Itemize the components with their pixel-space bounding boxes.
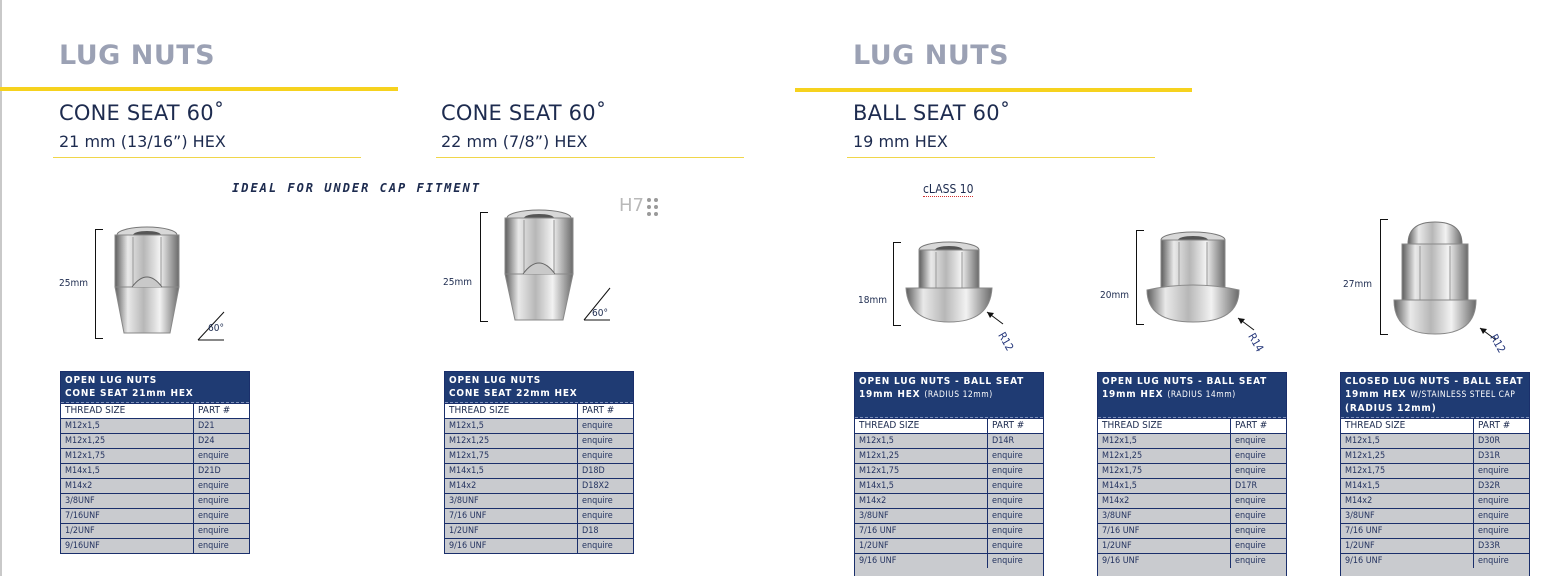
col-thread-size: THREAD SIZE xyxy=(61,404,194,418)
part-number-cell: enquire xyxy=(582,541,613,551)
table-heading-line1: OPEN LUG NUTS xyxy=(65,375,158,386)
table-row xyxy=(1341,463,1529,478)
part-number-cell: enquire xyxy=(992,496,1023,506)
table-row xyxy=(61,523,249,538)
part-number-cell: D24 xyxy=(198,436,215,446)
thread-size-cell: M12x1,5 xyxy=(445,419,578,433)
table-heading xyxy=(855,373,1043,418)
angle-label-2: 60° xyxy=(592,308,608,319)
table-row xyxy=(855,553,1043,568)
thread-size-cell: 7/16 UNF xyxy=(1098,524,1231,538)
thread-size-cell: M12x1,25 xyxy=(855,449,988,463)
table-body xyxy=(855,433,1043,568)
part-number-cell: D21D xyxy=(198,466,221,476)
thread-size-cell: M12x1,5 xyxy=(61,419,194,433)
table-row xyxy=(61,478,249,493)
heading-marker-h7[interactable]: H7 xyxy=(619,195,644,216)
spec-table-closed-ball xyxy=(1340,372,1530,576)
thread-size-cell: M14x2 xyxy=(61,479,194,493)
grip-dots-icon[interactable] xyxy=(647,198,658,216)
angle-label-1: 60° xyxy=(208,323,224,334)
thread-size-cell: M12x1,75 xyxy=(855,464,988,478)
table-row xyxy=(855,478,1043,493)
part-number-cell: enquire xyxy=(1478,511,1509,521)
ball-nut-r14-image xyxy=(1143,230,1243,326)
part-number-cell: enquire xyxy=(1235,541,1266,551)
thread-size-cell: 9/16 UNF xyxy=(855,554,988,568)
table-row xyxy=(445,538,633,553)
thread-size-cell: M14x1,5 xyxy=(61,464,194,478)
thread-size-cell: M12x1,75 xyxy=(61,449,194,463)
table-heading-line1: OPEN LUG NUTS - BALL SEAT xyxy=(859,376,1025,387)
yellow-rule-left xyxy=(0,87,398,91)
table-heading-line1: OPEN LUG NUTS - BALL SEAT xyxy=(1102,376,1268,387)
thread-size-cell: 7/16 UNF xyxy=(855,524,988,538)
col-part-number: PART # xyxy=(582,405,615,416)
product-title-cone-22: CONE SEAT 60˚ xyxy=(441,101,607,125)
table-header-row xyxy=(445,403,633,418)
table-heading xyxy=(1341,373,1529,418)
spec-table-ball-r14 xyxy=(1097,372,1287,576)
part-number-cell: D18 xyxy=(582,526,599,536)
thread-size-cell: 1/2UNF xyxy=(1341,539,1474,553)
thread-size-cell: M12x1,75 xyxy=(1341,464,1474,478)
cone-nut-22-image xyxy=(495,208,583,324)
thread-size-cell: M12x1,5 xyxy=(855,434,988,448)
table-row xyxy=(855,508,1043,523)
thread-size-cell: 7/16 UNF xyxy=(1341,524,1474,538)
height-label-5: 27mm xyxy=(1343,279,1372,290)
part-number-cell: D14R xyxy=(992,436,1015,446)
table-heading-line2: CONE SEAT 22mm HEX xyxy=(449,388,578,399)
table-heading-note: W/STAINLESS STEEL CAP xyxy=(1410,390,1516,400)
part-number-cell: enquire xyxy=(582,496,613,506)
yellow-underline-1 xyxy=(53,157,361,158)
col-part-number: PART # xyxy=(992,420,1025,431)
thread-size-cell: 1/2UNF xyxy=(855,539,988,553)
table-row xyxy=(445,448,633,463)
product-title-ball-seat: BALL SEAT 60˚ xyxy=(853,101,1011,125)
thread-size-cell: 1/2UNF xyxy=(445,524,578,538)
table-row xyxy=(1098,448,1286,463)
part-number-cell: enquire xyxy=(1478,466,1509,476)
spec-table-ball-r12 xyxy=(854,372,1044,576)
col-thread-size: THREAD SIZE xyxy=(1341,419,1474,433)
table-heading-line2: CONE SEAT 21mm HEX xyxy=(65,388,194,399)
thread-size-cell: 3/8UNF xyxy=(61,494,194,508)
thread-size-cell: M14x2 xyxy=(1341,494,1474,508)
part-number-cell: D21 xyxy=(198,421,215,431)
table-row xyxy=(1341,493,1529,508)
part-number-cell: enquire xyxy=(1235,451,1266,461)
table-row xyxy=(1098,523,1286,538)
part-number-cell: enquire xyxy=(992,511,1023,521)
table-row xyxy=(1341,538,1529,553)
table-row xyxy=(1098,538,1286,553)
tagline-under-cap: IDEAL FOR UNDER CAP FITMENT xyxy=(232,181,482,195)
height-bracket-3 xyxy=(893,242,901,326)
table-heading-line1: OPEN LUG NUTS xyxy=(449,375,542,386)
part-number-cell: enquire xyxy=(992,526,1023,536)
table-header-row xyxy=(855,418,1043,433)
section-title-left: LUG NUTS xyxy=(59,40,216,71)
thread-size-cell: 7/16UNF xyxy=(61,509,194,523)
height-bracket-5 xyxy=(1380,219,1388,335)
part-number-cell: D30R xyxy=(1478,436,1501,446)
table-body xyxy=(445,418,633,553)
table-row xyxy=(1341,508,1529,523)
table-row xyxy=(1341,478,1529,493)
part-number-cell: enquire xyxy=(582,436,613,446)
table-body xyxy=(1341,433,1529,568)
table-row xyxy=(445,493,633,508)
table-row xyxy=(61,538,249,553)
col-part-number: PART # xyxy=(1478,420,1511,431)
table-heading-note: (RADIUS 12mm) xyxy=(924,390,993,400)
table-row xyxy=(1341,523,1529,538)
product-hex-ball-seat: 19 mm HEX xyxy=(853,132,948,151)
table-heading-line2: 19mm HEX xyxy=(1102,389,1164,400)
table-row xyxy=(445,523,633,538)
thread-size-cell: 7/16 UNF xyxy=(445,509,578,523)
thread-size-cell: 1/2UNF xyxy=(1098,539,1231,553)
part-number-cell: enquire xyxy=(992,451,1023,461)
part-number-cell: enquire xyxy=(1235,526,1266,536)
part-number-cell: D18D xyxy=(582,466,605,476)
table-heading xyxy=(445,372,633,403)
part-number-cell: enquire xyxy=(198,451,229,461)
product-hex-cone-22: 22 mm (7/8”) HEX xyxy=(441,132,588,151)
table-body xyxy=(61,418,249,553)
table-row xyxy=(445,508,633,523)
part-number-cell: enquire xyxy=(992,556,1023,566)
table-row xyxy=(1341,433,1529,448)
thread-size-cell: M12x1,25 xyxy=(1341,449,1474,463)
table-row xyxy=(1098,553,1286,568)
part-number-cell: D18X2 xyxy=(582,481,610,491)
product-title-cone-21: CONE SEAT 60˚ xyxy=(59,101,225,125)
thread-size-cell: 3/8UNF xyxy=(1341,509,1474,523)
table-heading-note: (RADIUS 14mm) xyxy=(1167,390,1236,400)
part-number-cell: enquire xyxy=(992,481,1023,491)
table-header-row xyxy=(61,403,249,418)
part-number-cell: enquire xyxy=(198,511,229,521)
table-row xyxy=(1098,508,1286,523)
yellow-underline-2 xyxy=(436,157,744,158)
table-row xyxy=(1341,448,1529,463)
part-number-cell: D31R xyxy=(1478,451,1501,461)
part-number-cell: enquire xyxy=(1235,556,1266,566)
table-row xyxy=(855,538,1043,553)
class-10-label: cLASS 10 xyxy=(923,182,974,196)
thread-size-cell: M14x2 xyxy=(445,479,578,493)
radius-label-2: R14 xyxy=(1245,330,1267,355)
thread-size-cell: 1/2UNF xyxy=(61,524,194,538)
part-number-cell: enquire xyxy=(992,541,1023,551)
table-row xyxy=(1098,493,1286,508)
table-row xyxy=(445,418,633,433)
radius-arrow-2 xyxy=(1236,316,1256,332)
table-row xyxy=(855,523,1043,538)
table-heading-line3: (RADIUS 12mm) xyxy=(1345,403,1437,414)
table-row xyxy=(1341,553,1529,568)
thread-size-cell: M14x1,5 xyxy=(1341,479,1474,493)
ball-nut-r12-image xyxy=(904,240,994,326)
col-part-number: PART # xyxy=(198,405,231,416)
spec-table-cone-22 xyxy=(444,371,634,554)
col-thread-size: THREAD SIZE xyxy=(445,404,578,418)
spec-table-cone-21 xyxy=(60,371,250,554)
table-row xyxy=(61,493,249,508)
table-row xyxy=(445,433,633,448)
table-row xyxy=(61,508,249,523)
table-heading xyxy=(1098,373,1286,418)
yellow-underline-3 xyxy=(847,157,1155,158)
table-row xyxy=(61,463,249,478)
part-number-cell: enquire xyxy=(582,421,613,431)
thread-size-cell: M12x1,5 xyxy=(1098,434,1231,448)
part-number-cell: enquire xyxy=(198,481,229,491)
thread-size-cell: 9/16 UNF xyxy=(445,539,578,553)
table-header-row xyxy=(1098,418,1286,433)
radius-label-3: R12 xyxy=(1487,331,1509,356)
table-row xyxy=(855,463,1043,478)
cone-nut-21-image xyxy=(106,225,188,337)
part-number-cell: enquire xyxy=(1478,556,1509,566)
table-heading-line2: 19mm HEX xyxy=(1345,389,1407,400)
thread-size-cell: M12x1,75 xyxy=(1098,464,1231,478)
thread-size-cell: 3/8UNF xyxy=(1098,509,1231,523)
thread-size-cell: M12x1,25 xyxy=(1098,449,1231,463)
yellow-rule-right xyxy=(795,88,1192,92)
thread-size-cell: M14x1,5 xyxy=(855,479,988,493)
part-number-cell: enquire xyxy=(1235,511,1266,521)
table-row xyxy=(855,433,1043,448)
height-label-3: 18mm xyxy=(858,295,887,306)
thread-size-cell: M14x2 xyxy=(855,494,988,508)
col-thread-size: THREAD SIZE xyxy=(855,419,988,433)
table-heading-line1: CLOSED LUG NUTS - BALL SEAT xyxy=(1345,376,1524,387)
table-row xyxy=(1098,463,1286,478)
thread-size-cell: M14x2 xyxy=(1098,494,1231,508)
height-bracket-1 xyxy=(95,229,103,339)
thread-size-cell: 9/16 UNF xyxy=(1341,554,1474,568)
thread-size-cell: M12x1,5 xyxy=(1341,434,1474,448)
part-number-cell: D17R xyxy=(1235,481,1258,491)
table-header-row xyxy=(1341,418,1529,433)
thread-size-cell: M12x1,25 xyxy=(61,434,194,448)
part-number-cell: enquire xyxy=(1478,496,1509,506)
part-number-cell: enquire xyxy=(1235,496,1266,506)
radius-label-1: R12 xyxy=(995,329,1017,354)
table-row xyxy=(1098,478,1286,493)
part-number-cell: enquire xyxy=(992,466,1023,476)
thread-size-cell: M14x1,5 xyxy=(1098,479,1231,493)
table-heading xyxy=(61,372,249,403)
col-part-number: PART # xyxy=(1235,420,1268,431)
thread-size-cell: 9/16 UNF xyxy=(1098,554,1231,568)
table-heading-line2: 19mm HEX xyxy=(859,389,921,400)
part-number-cell: enquire xyxy=(582,511,613,521)
height-label-2: 25mm xyxy=(443,277,472,288)
radius-arrow-1 xyxy=(985,310,1005,326)
table-row xyxy=(1098,433,1286,448)
part-number-cell: enquire xyxy=(198,541,229,551)
table-row xyxy=(855,493,1043,508)
table-body xyxy=(1098,433,1286,568)
part-number-cell: enquire xyxy=(1235,436,1266,446)
closed-ball-nut-image xyxy=(1390,218,1480,336)
part-number-cell: D33R xyxy=(1478,541,1501,551)
thread-size-cell: M12x1,75 xyxy=(445,449,578,463)
table-row xyxy=(61,433,249,448)
thread-size-cell: 3/8UNF xyxy=(855,509,988,523)
part-number-cell: enquire xyxy=(1478,526,1509,536)
part-number-cell: D32R xyxy=(1478,481,1501,491)
height-label-1: 25mm xyxy=(59,278,88,289)
height-bracket-2 xyxy=(480,212,488,322)
table-row xyxy=(855,448,1043,463)
thread-size-cell: M12x1,25 xyxy=(445,434,578,448)
table-row xyxy=(61,418,249,433)
part-number-cell: enquire xyxy=(1235,466,1266,476)
table-row xyxy=(445,478,633,493)
part-number-cell: enquire xyxy=(198,526,229,536)
part-number-cell: enquire xyxy=(198,496,229,506)
table-row xyxy=(61,448,249,463)
height-label-4: 20mm xyxy=(1100,290,1129,301)
thread-size-cell: M14x1,5 xyxy=(445,464,578,478)
section-title-right: LUG NUTS xyxy=(853,40,1010,71)
thread-size-cell: 3/8UNF xyxy=(445,494,578,508)
table-row xyxy=(445,463,633,478)
thread-size-cell: 9/16UNF xyxy=(61,539,194,553)
part-number-cell: enquire xyxy=(582,451,613,461)
col-thread-size: THREAD SIZE xyxy=(1098,419,1231,433)
product-hex-cone-21: 21 mm (13/16”) HEX xyxy=(59,132,226,151)
